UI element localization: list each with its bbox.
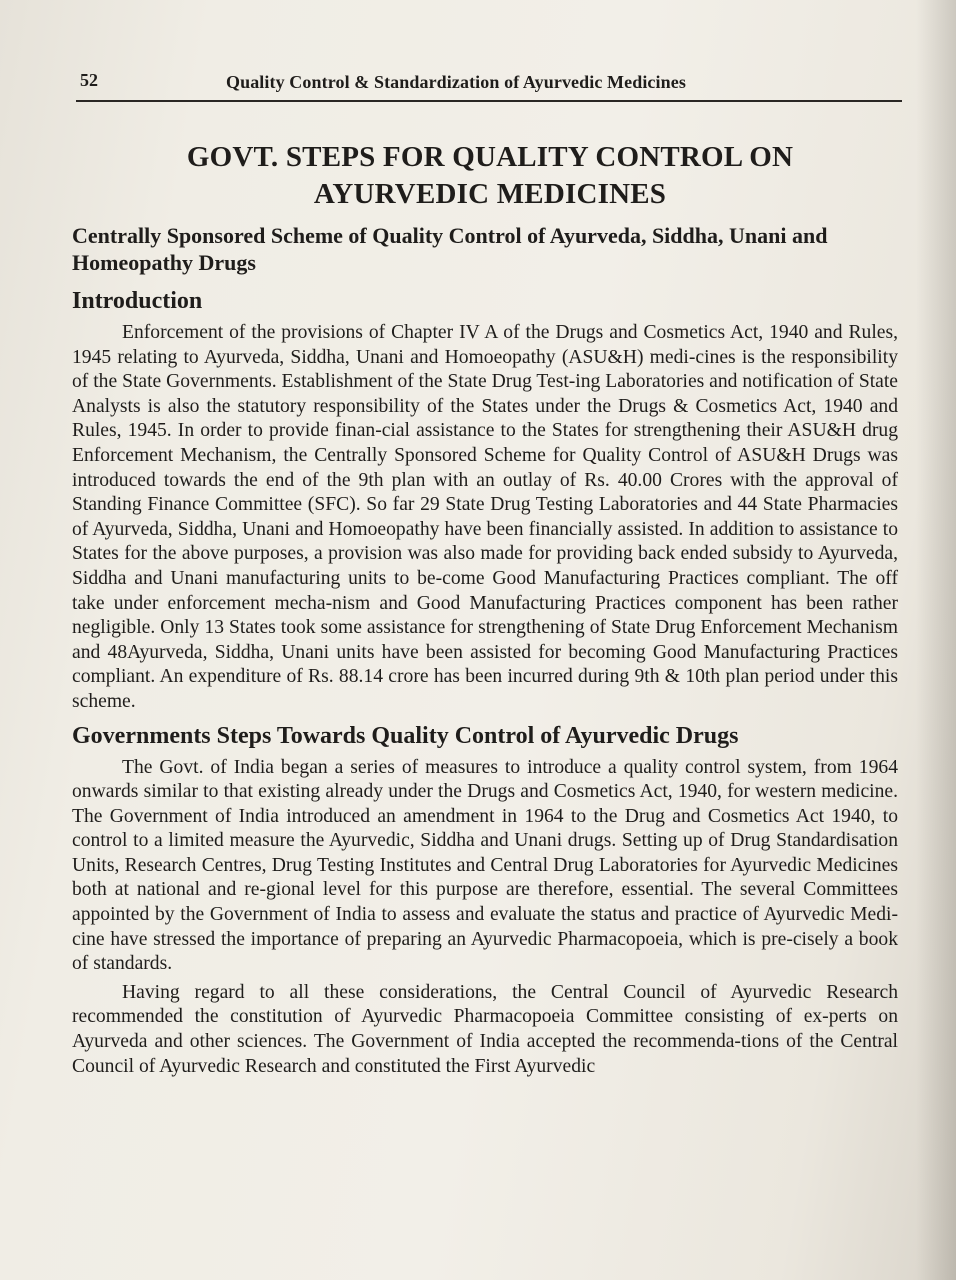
running-title: Quality Control & Standardization of Ayurvedic Medicines — [226, 72, 686, 92]
page-body — [72, 222, 898, 1079]
chapter-title: GOVT. STEPS FOR QUALITY CONTROL ON AYURVEDIC MEDICINES — [186, 141, 794, 211]
page-number: 52 — [80, 70, 98, 90]
header-rule — [76, 100, 902, 102]
scheme-heading: Centrally Sponsored Scheme of Quality Control of Ayurveda, Siddha, Unani and Homeopathy Drugs — [72, 223, 828, 275]
running-header — [76, 66, 906, 102]
government-steps-heading: Governments Steps Towards Quality Control of Ayurvedic Drugs — [72, 722, 739, 749]
page-edge-shadow — [916, 0, 956, 1280]
introduction-paragraph: Enforcement of the provisions of Chapter IV A of the Drugs and Cosmetics Act, 1940 and Rules, 1945 relating to Ayurveda, Siddha, Unani and Homoeopathy (ASU&H) medi-cines is the responsibility of the State Governments. Establishment of the State Drug Test-ing Laboratories and notification of State Analysts is also the statutory responsibility of the States under the Drugs & Cosmetics Act, 1940 and Rules, 1945. In order to provide finan-cial assistance to the States for strengthening their ASU&H drug Enforcement Mechanism, the Centrally Sponsored Scheme for Quality Control of ASU&H Drugs was introduced towards the end of the 9th plan with an outlay of Rs. 40.00 Crores with the approval of Standing Finance Committee (SFC). So far 29 State Drug Testing Laboratories and 44 State Pharmacies of Ayurveda, Siddha, Unani and Homoeopathy have been financially assisted. In addition to assistance to States for the above purposes, a provision was also made for providing back ended subsidy to Ayurveda, Siddha and Unani manufacturing units to be-come Good Manufacturing Practices compliant. The off take under enforcement mecha-nism and Good Manufacturing Practices component has been rather negligible. Only 13 States took some assistance for strengthening of State Drug Enforcement Mechanism and 48Ayurveda, Siddha, Unani units have been assisted for becoming Good Manufacturing Practices compliant. An expenditure of Rs. 88.14 crore has been incurred during 9th & 10th plan period under this scheme. — [72, 322, 898, 712]
government-steps-paragraph-2: Having regard to all these considerations, the Central Council of Ayurvedic Research recommended the constitution of Ayurvedic Pharmacopoeia Committee consisting of ex-perts on Ayurveda and other sciences. The Government of India accepted the recommenda-tions of the Central Council of Ayurvedic Research and constituted the First Ayurvedic — [72, 981, 898, 1077]
government-steps-paragraph-1: The Govt. of India began a series of measures to introduce a quality control system, from 1964 onwards similar to that existing already under the Drugs and Cosmetics Act, 1940, for western medicine. The Government of India introduced an amendment in 1964 to the Drug and Cosmetics Act 1940, to control to a limited measure the Ayurvedic, Siddha and Unani drugs. Setting up of Drug Standardisation Units, Research Centres, Drug Testing Institutes and Central Drug Laboratories for Ayurvedic Medicines both at national and re-gional level for this purpose are therefore, essential. The several Committees appointed by the Government of India to assess and evaluate the status and practice of Ayurvedic Medi-cine have stressed the importance of preparing an Ayurvedic Pharmacopoeia, which is pre-cisely a book of standards. — [72, 756, 898, 975]
introduction-heading: Introduction — [72, 288, 203, 314]
